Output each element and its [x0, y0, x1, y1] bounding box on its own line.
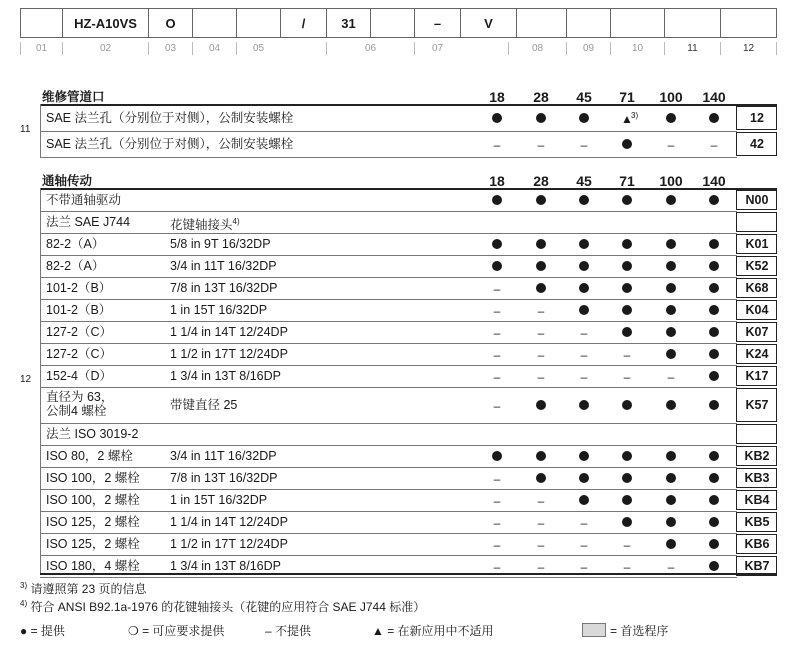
divider: [40, 445, 737, 446]
available-icon: [536, 283, 546, 293]
not-available-mark: –: [580, 516, 588, 530]
row-label: 不带通轴驱动: [46, 193, 122, 207]
row-label: 127-2（C）: [46, 347, 112, 361]
spline-text: 1 1/2 in 17T 12/24DP: [170, 347, 288, 361]
available-icon: [622, 451, 632, 461]
not-available-mark: –: [493, 399, 501, 413]
available-icon: [579, 473, 589, 483]
available-icon: [709, 327, 719, 337]
available-icon: [536, 451, 546, 461]
spline-text: 7/8 in 13T 16/32DP: [170, 471, 278, 485]
option-code-box: [736, 468, 777, 488]
available-icon: [579, 283, 589, 293]
divider: [40, 255, 737, 256]
order-code-box: V: [460, 8, 516, 38]
legend-available: ● = 提供: [20, 624, 65, 638]
spline-label: [170, 559, 281, 573]
not-available-mark: –: [493, 560, 501, 574]
spline-text: 1 1/2 in 17T 12/24DP: [170, 537, 288, 551]
not-available-mark: –: [493, 326, 501, 340]
size-28: 28: [533, 173, 549, 189]
spline-text: 1 1/4 in 14T 12/24DP: [170, 515, 288, 529]
size-140: 140: [702, 89, 726, 105]
option-code: K57: [745, 398, 769, 412]
option-code-box: [736, 278, 777, 298]
not-available-mark: –: [667, 138, 675, 152]
size-18: 18: [489, 173, 505, 189]
row-label: SAE 法兰孔（分别位于对侧），公制安装螺栓: [46, 137, 294, 151]
option-code-box: [736, 106, 777, 130]
available-icon: [709, 561, 719, 571]
not-available-mark: –: [537, 348, 545, 362]
available-icon: [666, 451, 676, 461]
divider: [40, 365, 737, 366]
not-available-mark: –: [493, 304, 501, 318]
order-code-box: –: [414, 8, 460, 38]
not-available-mark: –: [580, 560, 588, 574]
order-code-position: 12: [720, 42, 777, 55]
not-available-mark: –: [493, 538, 501, 552]
available-icon: [666, 113, 676, 123]
option-code-box: [736, 322, 777, 342]
footnote-ref: 3): [631, 111, 639, 120]
row-label-line: 直径为 63，: [46, 390, 114, 404]
not-available-mark: –: [623, 560, 631, 574]
available-icon: [709, 261, 719, 271]
spline-text: 1 3/4 in 13T 8/16DP: [170, 369, 281, 383]
section-11-title: 维修管道口: [42, 90, 105, 104]
size-45: 45: [576, 173, 592, 189]
spline-text: 花键轴接头: [170, 218, 233, 233]
not-available-mark: –: [537, 326, 545, 340]
available-icon: [622, 139, 632, 149]
divider: [40, 423, 737, 424]
option-code-box: [736, 388, 777, 422]
section-12-title: 通轴传动: [42, 174, 93, 188]
option-code: KB5: [744, 515, 770, 529]
divider: [40, 467, 737, 468]
row-label: ISO 180，4 螺栓: [46, 559, 140, 573]
available-icon: [709, 239, 719, 249]
available-icon: [666, 261, 676, 271]
order-code-position: 02: [62, 42, 148, 55]
divider: [40, 104, 777, 106]
option-code-box: [736, 212, 777, 232]
not-available-mark: –: [537, 304, 545, 318]
order-code-box: [720, 8, 777, 38]
spline-label: [170, 325, 288, 339]
available-icon: [492, 239, 502, 249]
order-code-position: 09: [566, 42, 610, 55]
available-icon: [622, 283, 632, 293]
available-icon: [622, 400, 632, 410]
row-label: ISO 100，2 螺栓: [46, 471, 140, 485]
divider: [40, 188, 777, 190]
order-code-position: 10: [610, 42, 664, 55]
row-label: 法兰 ISO 3019-2: [46, 427, 139, 441]
available-icon: [492, 195, 502, 205]
spline-label: [170, 449, 277, 463]
option-code: K68: [745, 281, 769, 295]
spline-label: [170, 303, 267, 317]
legend-not-new: ▲ = 在新应用中不适用: [372, 624, 494, 638]
spline-label: [170, 537, 288, 551]
legend-on-request: ❍ = 可应要求提供: [128, 624, 225, 638]
available-icon: [492, 451, 502, 461]
not-available-mark: –: [623, 348, 631, 362]
order-code-box: [192, 8, 236, 38]
not-available-mark: –: [493, 138, 501, 152]
spline-label: [170, 398, 237, 412]
available-icon: [579, 400, 589, 410]
option-code: K17: [745, 369, 769, 383]
divider: [40, 511, 737, 512]
order-code-box: /: [280, 8, 326, 38]
order-code-box: HZ-A10VS: [62, 8, 148, 38]
spline-label: [170, 515, 288, 529]
spline-label: [170, 237, 271, 251]
option-code-box: [736, 190, 777, 210]
option-code-box: [736, 490, 777, 510]
available-icon: [709, 451, 719, 461]
option-code-box: [736, 534, 777, 554]
not-available-mark: –: [493, 516, 501, 530]
available-icon: [709, 349, 719, 359]
available-icon: [492, 113, 502, 123]
spline-text: 1 in 15T 16/32DP: [170, 493, 268, 507]
option-code: N00: [745, 193, 769, 207]
size-71: 71: [619, 173, 635, 189]
order-code-box: 31: [326, 8, 370, 38]
spline-text: 1 1/4 in 14T 12/24DP: [170, 325, 288, 339]
available-icon: [666, 473, 676, 483]
row-label: 82-2（A）: [46, 237, 105, 251]
available-icon: [622, 495, 632, 505]
order-code-box: [566, 8, 610, 38]
row-label: 101-2（B）: [46, 281, 112, 295]
available-icon: [709, 495, 719, 505]
order-code-box: [664, 8, 720, 38]
spline-label: [170, 493, 267, 507]
spline-text: 1 in 15T 16/32DP: [170, 303, 268, 317]
order-code-box: [610, 8, 664, 38]
order-code-position: 05: [236, 42, 280, 55]
available-icon: [622, 195, 632, 205]
row-label-line: 公制4 螺栓: [46, 404, 107, 418]
spline-label: [170, 347, 288, 361]
available-icon: [709, 400, 719, 410]
not-available-mark: –: [580, 370, 588, 384]
size-71: 71: [619, 89, 635, 105]
available-icon: [536, 195, 546, 205]
spline-label: [170, 259, 277, 273]
option-code: KB2: [744, 449, 770, 463]
spline-label: [170, 281, 277, 295]
not-available-mark: –: [537, 138, 545, 152]
divider: [40, 188, 41, 574]
divider: [40, 211, 737, 212]
spline-text: 3/4 in 11T 16/32DP: [170, 259, 277, 273]
order-code-box: [516, 8, 566, 38]
footnote-4: $^{4)}$ 符合 ANSI B92.1a-1976 的花键轴接头（花键的应用符合 SAE J744 标准）: [20, 599, 426, 614]
available-icon: [622, 327, 632, 337]
not-available-mark: –: [493, 348, 501, 362]
row-label: 101-2（B）: [46, 303, 112, 317]
option-code-box: [736, 366, 777, 386]
option-code-box: [736, 512, 777, 532]
available-icon: [709, 113, 719, 123]
divider: [40, 533, 737, 534]
not-available-mark: –: [623, 538, 631, 552]
option-code: K24: [745, 347, 769, 361]
divider: [40, 577, 737, 578]
option-code: KB7: [744, 559, 770, 573]
option-code-box: [736, 424, 777, 444]
row-label: ISO 125，2 螺栓: [46, 515, 140, 529]
order-code-position: 04: [192, 42, 236, 55]
available-icon: [622, 261, 632, 271]
divider: [40, 277, 737, 278]
size-100: 100: [659, 89, 683, 105]
order-code-box: [236, 8, 280, 38]
available-icon: [709, 283, 719, 293]
divider: [40, 299, 737, 300]
available-icon: [666, 517, 676, 527]
not-available-mark: –: [537, 516, 545, 530]
option-code-box: [736, 344, 777, 364]
available-icon: [536, 473, 546, 483]
available-icon: [666, 305, 676, 315]
not-available-mark: –: [667, 370, 675, 384]
available-icon: [492, 261, 502, 271]
available-icon: [579, 451, 589, 461]
not-available-mark: –: [493, 282, 501, 296]
row-label: 152-4（D）: [46, 369, 112, 383]
order-code-position: 08: [508, 42, 566, 55]
option-code-box: [736, 256, 777, 276]
not-available-mark: –: [710, 138, 718, 152]
not-available-mark: –: [580, 138, 588, 152]
order-code-position: 06: [326, 42, 414, 55]
available-icon: [579, 195, 589, 205]
row-label: 127-2（C）: [46, 325, 112, 339]
divider: [40, 157, 737, 158]
option-code-box: [736, 300, 777, 320]
available-icon: [536, 113, 546, 123]
order-code-box: [370, 8, 414, 38]
option-code: 42: [750, 137, 764, 151]
spline-text: 3/4 in 11T 16/32DP: [170, 449, 277, 463]
row-label: [46, 390, 113, 418]
not-available-mark: –: [580, 326, 588, 340]
order-code-position: 07: [414, 42, 460, 55]
option-code: K01: [745, 237, 769, 251]
divider: [40, 343, 737, 344]
spline-text: 1 3/4 in 13T 8/16DP: [170, 559, 281, 573]
available-icon: [579, 305, 589, 315]
available-icon: [709, 473, 719, 483]
not-new-icon: ▲: [621, 112, 633, 126]
available-icon: [536, 261, 546, 271]
section-12-number: 12: [20, 374, 32, 385]
preferred-swatch: [582, 623, 606, 637]
divider: [40, 489, 737, 490]
footnote-ref: 4): [232, 217, 240, 226]
not-available-mark: –: [537, 370, 545, 384]
not-available-mark: –: [493, 370, 501, 384]
option-code: K52: [745, 259, 769, 273]
size-140: 140: [702, 173, 726, 189]
not-available-mark: –: [580, 348, 588, 362]
not-available-mark: –: [537, 494, 545, 508]
available-icon: [622, 239, 632, 249]
row-label: ISO 125，2 螺栓: [46, 537, 140, 551]
spline-label: [170, 369, 281, 383]
divider: [40, 131, 737, 132]
order-code-position: 01: [20, 42, 62, 55]
option-code: K04: [745, 303, 769, 317]
divider: [40, 387, 737, 388]
divider: [40, 573, 777, 575]
spline-text: 5/8 in 9T 16/32DP: [170, 237, 271, 251]
spline-text: 带键直径 25: [170, 398, 238, 412]
divider: [40, 233, 737, 234]
row-label: ISO 100，2 螺栓: [46, 493, 140, 507]
available-icon: [666, 327, 676, 337]
legend-not-available: – 不提供: [265, 624, 312, 638]
size-18: 18: [489, 89, 505, 105]
available-icon: [666, 239, 676, 249]
available-icon: [579, 113, 589, 123]
available-icon: [709, 539, 719, 549]
available-icon: [579, 261, 589, 271]
footnote-3: $^{3)}$ 请遵照第 23 页的信息: [20, 581, 147, 596]
available-icon: [666, 400, 676, 410]
available-icon: [666, 539, 676, 549]
option-code-box: [736, 234, 777, 254]
not-available-mark: –: [537, 560, 545, 574]
available-icon: [666, 349, 676, 359]
size-28: 28: [533, 89, 549, 105]
row-label: 法兰 SAE J744: [46, 215, 131, 229]
spline-text: 7/8 in 13T 16/32DP: [170, 281, 278, 295]
section-11-number: 11: [20, 124, 31, 135]
row-label: ISO 80，2 螺栓: [46, 449, 133, 463]
not-available-mark: –: [493, 472, 501, 486]
row-label: SAE 法兰孔（分别位于对侧），公制安装螺栓: [46, 111, 294, 125]
not-available-mark: –: [667, 560, 675, 574]
available-icon: [622, 305, 632, 315]
size-100: 100: [659, 173, 683, 189]
option-code: KB6: [744, 537, 770, 551]
spline-label: [170, 471, 277, 485]
available-icon: [709, 305, 719, 315]
option-code: 12: [750, 111, 764, 125]
size-45: 45: [576, 89, 592, 105]
not-available-mark: –: [580, 538, 588, 552]
option-code: K07: [745, 325, 769, 339]
divider: [40, 555, 737, 556]
spline-label: [170, 215, 240, 232]
available-icon: [709, 195, 719, 205]
not-available-mark: –: [537, 538, 545, 552]
order-code-position: 11: [664, 42, 720, 55]
legend-preferred: = 首选程序: [610, 624, 669, 638]
option-code-box: [736, 446, 777, 466]
option-code: KB3: [744, 471, 770, 485]
available-icon: [622, 517, 632, 527]
order-code-position: 03: [148, 42, 192, 55]
order-code-box: [20, 8, 62, 38]
row-label: 82-2（A）: [46, 259, 105, 273]
available-icon: [666, 283, 676, 293]
available-icon: [666, 495, 676, 505]
available-icon: [579, 495, 589, 505]
divider: [40, 321, 737, 322]
not-available-mark: –: [623, 370, 631, 384]
option-code: KB4: [744, 493, 770, 507]
available-icon: [709, 371, 719, 381]
available-icon: [666, 195, 676, 205]
order-code-box: O: [148, 8, 192, 38]
available-icon: [579, 239, 589, 249]
not-available-mark: –: [493, 494, 501, 508]
available-icon: [536, 400, 546, 410]
option-code-box: [736, 132, 777, 156]
available-icon: [709, 517, 719, 527]
available-icon: [536, 239, 546, 249]
available-icon: [622, 473, 632, 483]
